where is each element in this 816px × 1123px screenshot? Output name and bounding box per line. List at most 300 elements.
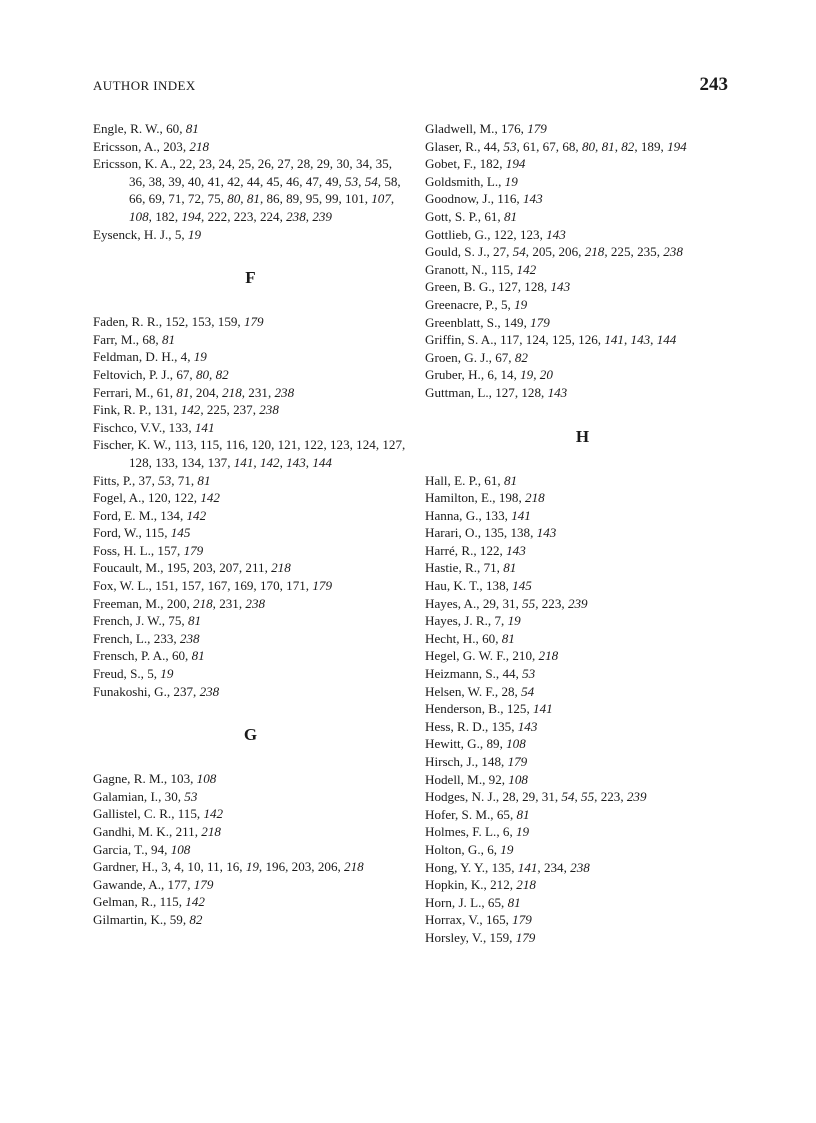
- citation-page: 60: [166, 121, 180, 136]
- citation-page: 206: [317, 859, 338, 875]
- citation-page: 231: [219, 595, 239, 611]
- citation-page: 195: [166, 560, 187, 576]
- author-name: Fitts, P.,: [93, 472, 139, 488]
- citation-page: 211: [175, 824, 195, 839]
- citation-page: 123: [519, 226, 540, 242]
- reference-page: 179: [507, 754, 528, 769]
- citation-page: 167: [207, 578, 228, 594]
- reference-page: 81: [187, 613, 202, 629]
- index-entry: Faden, R. R., 152, 153, 159, 179: [93, 314, 264, 330]
- reference-page: 179: [512, 912, 532, 928]
- reference-page: 179: [312, 578, 332, 594]
- reference-page: 108: [196, 771, 217, 787]
- citation-page: 203: [163, 138, 183, 154]
- reference-page: 81: [503, 208, 518, 224]
- citation-page: 10: [187, 859, 201, 875]
- citation-page: 135: [491, 718, 512, 734]
- citation-page: 189: [640, 138, 661, 154]
- citation-page: 223: [541, 595, 562, 611]
- citation-page: 67: [542, 138, 556, 154]
- running-head: AUTHOR INDEX: [93, 78, 196, 93]
- reference-page: 81: [161, 331, 176, 347]
- citation-page: 4: [174, 859, 181, 875]
- citation-page: 122: [493, 226, 514, 242]
- reference-page: 143: [517, 718, 538, 734]
- reference-page: 142: [200, 490, 220, 506]
- citation-page: 198: [498, 490, 519, 506]
- index-entry: Hofer, S. M., 65, 81: [425, 806, 530, 822]
- citation-page: 103: [170, 771, 191, 787]
- index-entry: [425, 173, 740, 191]
- author-name: Fischer, K. W.,: [93, 437, 175, 453]
- reference-page: 54: [512, 244, 526, 260]
- citation-page: 206: [558, 244, 579, 260]
- citation-page: 86: [266, 191, 280, 207]
- author-name: Holton, G.,: [425, 841, 488, 857]
- citation-page: 25: [238, 156, 252, 172]
- reference-page: 19: [504, 173, 518, 189]
- reference-page: 80: [195, 366, 210, 382]
- reference-page: 19: [160, 666, 174, 682]
- author-name: Gruber, H.,: [425, 367, 488, 383]
- index-entry: Fischco, V.V., 133, 141: [93, 419, 215, 435]
- reference-page: 55: [581, 789, 595, 805]
- citation-page: 224: [259, 208, 280, 224]
- author-name: Fogel, A.,: [93, 490, 148, 506]
- index-entry: Fink, R. P., 131, 142, 225, 237, 238: [93, 402, 279, 418]
- index-entry: Gallistel, C. R., 115, 142: [93, 806, 224, 822]
- index-entry: Harari, O., 135, 138, 143: [425, 525, 557, 541]
- reference-page: 55: [522, 595, 536, 611]
- author-name: Green, B. G.,: [425, 279, 499, 295]
- author-name: Greenacre, P.,: [425, 296, 501, 312]
- reference-page: 54: [364, 173, 378, 189]
- author-name: Hofer, S. M.,: [425, 806, 497, 822]
- citation-page: 233: [153, 630, 174, 646]
- index-entry: Hayes, A., 29, 31, 55, 223, 239: [425, 595, 588, 611]
- citation-page: 44: [483, 138, 497, 154]
- reference-page: 144: [656, 332, 677, 348]
- reference-page: 81: [503, 472, 518, 488]
- index-entry: Engle, R. W., 60, 81: [93, 121, 199, 136]
- reference-page: 218: [189, 138, 210, 154]
- citation-page: 47: [305, 173, 319, 189]
- author-name: Feltovich, P. J.,: [93, 366, 177, 382]
- author-name: Hall, E. P.,: [425, 472, 485, 488]
- citation-page: 44: [502, 666, 516, 682]
- reference-page: 142: [203, 806, 224, 822]
- citation-page: 29: [522, 789, 536, 805]
- index-entry: Ericsson, K. A., 22, 23, 24, 25, 26, 27, 28, 29, 30, 34, 35, 36, 38, 39, 40, 41, 42, 44, 45, 46, 47, 49, 53, 54, 58, 66, 69, 71, 72, 75, 80, 81, 86, 89, 95, 99, 101, 107, 108, 182, 194, 222, 223, 224, 238, 239: [93, 156, 401, 224]
- reference-page: 218: [201, 824, 221, 839]
- citation-page: 3: [161, 859, 168, 875]
- citation-page: 6: [487, 841, 494, 857]
- reference-page: 53: [158, 472, 172, 488]
- index-entry: Freeman, M., 200, 218, 231, 238: [93, 595, 266, 611]
- reference-page: 19: [187, 226, 202, 242]
- reference-page: 19: [520, 367, 534, 383]
- citation-page: 99: [325, 191, 339, 207]
- index-entry: Feltovich, P. J., 67, 80, 82: [93, 366, 229, 382]
- reference-page: 238: [179, 630, 200, 646]
- author-name: Henderson, B.,: [425, 701, 507, 717]
- author-name: Feldman, D. H.,: [93, 349, 181, 365]
- citation-page: 120: [147, 490, 168, 506]
- citation-page: 207: [219, 560, 239, 576]
- reference-page: 194: [181, 208, 202, 224]
- index-entry: Gilmartin, K., 59, 82: [93, 911, 203, 927]
- index-entry: Gott, S. P., 61, 81: [425, 208, 518, 224]
- citation-page: 137: [207, 454, 228, 470]
- reference-page: 108: [506, 736, 526, 752]
- reference-page: 19: [507, 613, 521, 629]
- author-name: Gagne, R. M.,: [93, 771, 171, 787]
- index-entry: Feldman, D. H., 4, 19: [93, 349, 207, 365]
- reference-page: 82: [514, 349, 528, 365]
- citation-page: 101: [345, 191, 365, 207]
- index-entry: Horrax, V., 165, 179: [425, 912, 532, 928]
- reference-page: 141: [233, 454, 254, 470]
- author-name: Holmes, F. L.,: [425, 824, 503, 840]
- reference-page: 142: [186, 507, 207, 523]
- citation-page: 28: [501, 683, 515, 699]
- citation-page: 71: [483, 560, 497, 576]
- citation-page: 113: [174, 437, 194, 453]
- index-column-left: [93, 120, 408, 929]
- reference-page: 238: [286, 208, 306, 224]
- index-entry: Greenacre, P., 5, 19: [425, 296, 528, 312]
- citation-page: 138: [485, 578, 506, 594]
- citation-page: 133: [485, 507, 505, 523]
- author-name: Hamilton, E.,: [425, 490, 499, 506]
- citation-page: 169: [233, 578, 254, 594]
- reference-page: 19: [500, 841, 514, 857]
- citation-page: 68: [562, 138, 576, 154]
- citation-page: 200: [166, 595, 187, 611]
- reference-page: 53: [184, 788, 198, 804]
- index-entry: Horsley, V., 159, 179: [425, 929, 536, 945]
- author-name: Freud, S.,: [93, 666, 148, 682]
- reference-page: 19: [245, 859, 259, 875]
- citation-page: 125: [551, 332, 572, 348]
- author-name: Foucault, M.,: [93, 560, 167, 576]
- reference-page: 81: [501, 630, 515, 646]
- author-name: Groen, G. J.,: [425, 349, 496, 365]
- citation-page: 135: [491, 859, 512, 875]
- author-name: Horsley, V.,: [425, 929, 490, 945]
- index-entry: Ericsson, A., 203, 218: [93, 138, 210, 154]
- index-entry: Fischer, K. W., 113, 115, 116, 120, 121, 122, 123, 124, 127, 128, 133, 134, 137, 141, 142, 143, 144: [93, 437, 406, 470]
- index-entry: Hopkin, K., 212, 218: [425, 877, 536, 893]
- citation-page: 177: [167, 876, 188, 892]
- index-entry: Greenblatt, S., 149, 179: [425, 314, 550, 330]
- index-entry: Gladwell, M., 176, 179: [425, 121, 547, 136]
- citation-page: 28: [297, 156, 311, 172]
- reference-page: 81: [246, 191, 260, 207]
- reference-page: 81: [191, 648, 205, 664]
- citation-page: 237: [173, 683, 194, 699]
- index-entry: Ferrari, M., 61, 81, 204, 218, 231, 238: [93, 384, 295, 400]
- reference-page: 81: [507, 894, 521, 910]
- citation-page: 225: [610, 244, 631, 260]
- reference-page: 141: [511, 507, 531, 523]
- index-entry: Frensch, P. A., 60, 81: [93, 648, 205, 664]
- author-name: Gobet, F.,: [425, 156, 480, 172]
- reference-page: 239: [567, 595, 588, 611]
- reference-page: 143: [546, 226, 566, 242]
- citation-page: 66: [129, 191, 143, 207]
- author-name: Hong, Y. Y.,: [425, 859, 492, 875]
- citation-page: 149: [503, 314, 524, 330]
- index-entry: Gardner, H., 3, 4, 10, 11, 16, 19, 196, 203, 206, 218: [93, 859, 364, 875]
- reference-page: 141: [517, 859, 538, 875]
- reference-page: 143: [630, 332, 651, 348]
- index-entry: Henderson, B., 125, 141: [425, 701, 553, 717]
- reference-page: 239: [312, 208, 332, 224]
- reference-page: 142: [259, 454, 280, 470]
- reference-page: 145: [512, 578, 532, 594]
- citation-page: 59: [169, 911, 183, 927]
- citation-page: 39: [168, 173, 182, 189]
- reference-page: 82: [621, 138, 635, 154]
- citation-page: 31: [541, 789, 555, 805]
- citation-page: 126: [578, 332, 598, 348]
- index-entry: Groen, G. J., 67, 82: [425, 349, 528, 365]
- citation-page: 71: [168, 191, 182, 207]
- citation-page: 204: [195, 384, 216, 400]
- citation-page: 211: [245, 560, 265, 576]
- author-name: Hau, K. T.,: [425, 578, 486, 594]
- reference-page: 81: [503, 560, 517, 576]
- author-name: Fox, W. L.,: [93, 578, 156, 594]
- citation-page: 133: [155, 454, 175, 470]
- citation-page: 29: [316, 156, 330, 172]
- citation-page: 60: [482, 630, 496, 646]
- citation-page: 40: [187, 173, 202, 189]
- author-name: Gandhi, M. K.,: [93, 824, 176, 839]
- author-name: Fink, R. P.,: [93, 402, 155, 418]
- citation-page: 14: [500, 367, 514, 383]
- citation-page: 127: [495, 384, 515, 400]
- reference-page: 143: [550, 279, 571, 295]
- author-name: Hecht, H.,: [425, 630, 483, 646]
- citation-page: 26: [257, 156, 271, 172]
- citation-page: 34: [355, 156, 370, 172]
- citation-page: 124: [356, 437, 376, 453]
- citation-page: 122: [174, 490, 194, 506]
- index-entry: Granott, N., 115, 142: [425, 261, 537, 277]
- reference-page: 20: [539, 367, 553, 383]
- reference-page: 218: [271, 560, 291, 576]
- reference-page: 142: [180, 402, 201, 418]
- index-entry: Hayes, J. R., 7, 19: [425, 613, 521, 629]
- citation-page: 61: [156, 384, 170, 400]
- author-name: Freeman, M.,: [93, 595, 167, 611]
- author-name: Gott, S. P.,: [425, 208, 485, 224]
- author-name: Gould, S. J.,: [425, 244, 494, 260]
- author-name: Glaser, R.,: [425, 138, 484, 154]
- author-name: Gardner, H.,: [93, 859, 162, 875]
- index-entry: Hastie, R., 71, 81: [425, 560, 517, 576]
- reference-page: 107: [371, 191, 391, 207]
- citation-page: 41: [207, 173, 221, 189]
- reference-page: 80: [581, 138, 596, 154]
- citation-page: 29: [482, 595, 496, 611]
- index-entry: Holton, G., 6, 19: [425, 841, 514, 857]
- reference-page: 179: [527, 121, 547, 136]
- citation-page: 4: [180, 349, 188, 365]
- index-entry: Farr, M., 68, 81: [93, 331, 176, 347]
- page-number: 243: [699, 74, 728, 95]
- citation-page: 28: [502, 789, 516, 805]
- index-entry: Hall, E. P., 61, 81: [425, 472, 518, 488]
- citation-page: 237: [233, 402, 253, 418]
- citation-page: 6: [487, 367, 494, 383]
- citation-page: 67: [176, 366, 190, 382]
- author-name: Gilmartin, K.,: [93, 911, 170, 927]
- author-name: Horrax, V.,: [425, 912, 486, 928]
- citation-page: 157: [181, 578, 202, 594]
- citation-page: 61: [484, 208, 498, 224]
- author-name: Goodnow, J.,: [425, 191, 498, 207]
- reference-page: 54: [561, 789, 575, 805]
- index-entry: Guttman, L., 127, 128, 143: [425, 384, 568, 400]
- index-entry: Glaser, R., 44, 53, 61, 67, 68, 80, 81, 82, 189, 194: [425, 138, 687, 154]
- index-entry: Ford, W., 115, 145: [93, 525, 191, 541]
- index-entry: Hamilton, E., 198, 218: [425, 490, 545, 506]
- index-entry: Hau, K. T., 138, 145: [425, 578, 532, 594]
- index-entry: Hanna, G., 133, 141: [425, 507, 531, 523]
- citation-page: 30: [164, 788, 178, 804]
- citation-page: 152: [165, 314, 186, 330]
- citation-page: 135: [484, 525, 504, 541]
- author-name: Hess, R. D.,: [425, 718, 492, 734]
- citation-page: 89: [286, 191, 300, 207]
- reference-page: 218: [222, 384, 242, 400]
- author-name: Fischco, V.V.,: [93, 419, 169, 435]
- reference-page: 19: [515, 824, 530, 840]
- index-entry: Hodell, M., 92, 108: [425, 771, 528, 787]
- citation-page: 24: [218, 156, 232, 172]
- index-entry: Horn, J. L., 65, 81: [425, 894, 521, 910]
- author-name: Frensch, P. A.,: [93, 648, 172, 664]
- reference-page: 142: [185, 894, 205, 910]
- citation-page: 38: [148, 173, 162, 189]
- author-name: Hodges, N. J.,: [425, 789, 503, 805]
- index-entry: Hodges, N. J., 28, 29, 31, 54, 55, 223, 239: [425, 789, 647, 805]
- author-name: Goldsmith, L.,: [425, 173, 505, 189]
- author-name: Heizmann, S.,: [425, 666, 503, 682]
- citation-page: 75: [207, 191, 221, 207]
- index-entry: Holmes, F. L., 6, 19: [425, 824, 530, 840]
- reference-page: 81: [601, 138, 615, 154]
- reference-page: 141: [194, 419, 215, 435]
- citation-page: 23: [198, 156, 212, 172]
- index-entry: Hong, Y. Y., 135, 141, 234, 238: [425, 859, 590, 875]
- author-name: Harré, R.,: [425, 542, 480, 558]
- author-name: Gawande, A.,: [93, 876, 168, 892]
- reference-page: 218: [193, 595, 213, 611]
- author-name: Hewitt, G.,: [425, 736, 487, 752]
- citation-page: 95: [305, 191, 319, 207]
- author-name: Horn, J. L.,: [425, 894, 488, 910]
- citation-page: 61: [523, 138, 537, 154]
- author-name: Ford, E. M.,: [93, 507, 161, 523]
- reference-page: 218: [538, 648, 559, 664]
- reference-page: 108: [170, 841, 191, 857]
- citation-page: 125: [506, 701, 527, 717]
- citation-page: 72: [187, 191, 202, 207]
- citation-page: 46: [286, 173, 300, 189]
- index-entry: Helsen, W. F., 28, 54: [425, 683, 535, 699]
- index-entry: Eysenck, H. J., 5, 19: [93, 226, 202, 242]
- citation-page: 203: [291, 859, 312, 875]
- citation-page: 151: [155, 578, 175, 594]
- author-name: Ericsson, K. A.,: [93, 156, 180, 172]
- citation-page: 222: [207, 208, 228, 224]
- index-entry: Fitts, P., 37, 53, 71, 81: [93, 472, 211, 488]
- index-entry: Garcia, T., 94, 108: [93, 841, 191, 857]
- reference-page: 238: [274, 384, 295, 400]
- author-name: Hegel, G. W. F.,: [425, 648, 513, 664]
- citation-page: 115: [490, 261, 510, 277]
- reference-page: 239: [626, 789, 647, 805]
- author-name: Hanna, G.,: [425, 507, 485, 523]
- citation-page: 225: [206, 402, 227, 418]
- reference-page: 141: [604, 332, 624, 348]
- citation-page: 165: [485, 912, 506, 928]
- citation-page: 27: [277, 156, 291, 172]
- reference-page: 141: [533, 701, 553, 717]
- citation-page: 128: [129, 454, 149, 470]
- reference-page: 19: [514, 296, 528, 312]
- author-name: Ford, W.,: [93, 525, 146, 541]
- reference-page: 54: [521, 683, 535, 699]
- author-name: Galamian, I.,: [93, 788, 165, 804]
- author-name: Hayes, A.,: [425, 595, 483, 611]
- citation-page: 170: [259, 578, 280, 594]
- reference-page: 80: [227, 191, 241, 207]
- citation-page: 116: [225, 437, 245, 453]
- reference-page: 145: [170, 525, 191, 541]
- reference-page: 82: [189, 911, 203, 927]
- index-entry: Galamian, I., 30, 53: [93, 788, 198, 804]
- reference-page: 53: [503, 138, 517, 154]
- reference-page: 143: [286, 454, 306, 470]
- citation-page: 31: [502, 595, 516, 611]
- citation-page: 153: [191, 314, 212, 330]
- citation-page: 115: [159, 894, 179, 910]
- reference-page: 179: [183, 542, 204, 558]
- citation-page: 176: [501, 121, 521, 136]
- reference-page: 218: [516, 877, 536, 893]
- author-name: Gottlieb, G.,: [425, 226, 494, 242]
- reference-page: 238: [259, 402, 279, 418]
- citation-page: 89: [486, 736, 500, 752]
- reference-page: 218: [344, 859, 364, 875]
- section-heading-g: G: [243, 725, 258, 745]
- reference-page: 218: [584, 244, 605, 260]
- index-entry: Freud, S., 5, 19: [93, 666, 174, 682]
- reference-page: 53: [522, 666, 536, 682]
- reference-page: 81: [516, 806, 530, 822]
- citation-page: 159: [217, 314, 238, 330]
- index-entry: Fox, W. L., 151, 157, 167, 169, 170, 171, 179: [93, 578, 332, 594]
- citation-page: 6: [502, 824, 510, 840]
- citation-page: 22: [179, 156, 193, 172]
- citation-page: 27: [493, 244, 507, 260]
- reference-page: 81: [176, 384, 190, 400]
